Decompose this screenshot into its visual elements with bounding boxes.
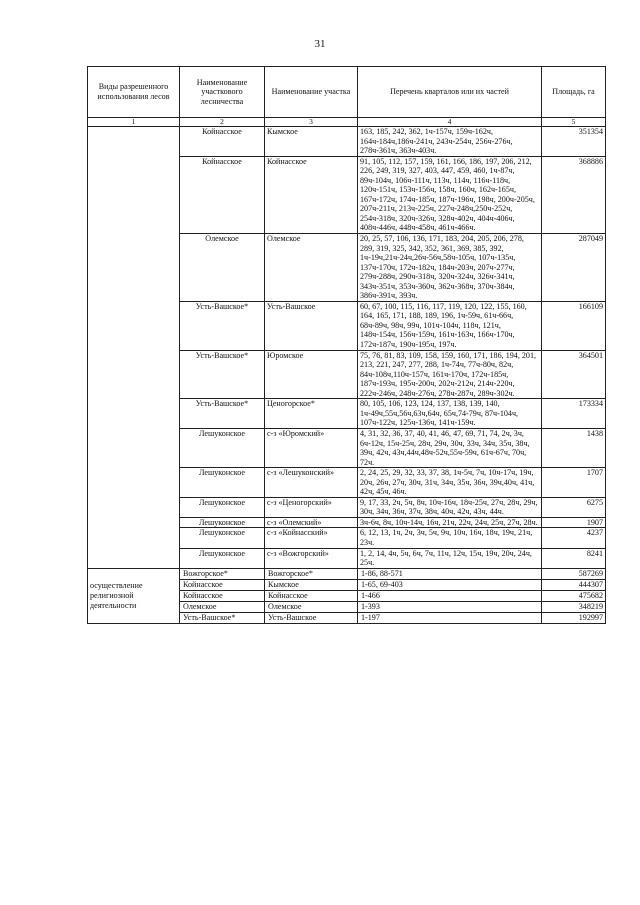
- site-cell: с-з «Ценогорский»: [265, 497, 358, 517]
- forestry-cell: Лешуконское: [180, 428, 265, 467]
- site-cell: Койнасское: [265, 590, 358, 601]
- quarters-cell: 1, 2, 14, 4ч, 5ч, 6ч, 7ч, 11ч, 12ч, 15ч, 19ч, 20ч, 24ч, 25ч.: [358, 548, 542, 568]
- site-cell: Вожгорское*: [265, 568, 358, 579]
- header-quarters: Перечень кварталов или их частей: [358, 67, 542, 118]
- column-number-row: [88, 118, 606, 127]
- forestry-cell: Усть-Вашское*: [180, 301, 265, 350]
- area-cell: 1438: [542, 428, 606, 467]
- quarters-cell: 75, 76, 81, 83, 109, 158, 159, 160, 171, 186, 194, 201, 213, 221, 247, 277, 288, 1ч-74ч, 77ч-80ч, 82ч, 84ч-108ч,110ч-157ч, 161ч-170ч, 172ч-185ч, 187ч-193ч, 195ч-200ч, 202ч-212ч, 214ч-220ч, 222ч-246ч, 248ч-276ч, 278ч-287ч, 289ч-302ч.: [358, 350, 542, 399]
- forestry-cell: Лешуконское: [180, 497, 265, 517]
- area-cell: 444307: [542, 579, 606, 590]
- site-cell: с-з «Вожгорский»: [265, 548, 358, 568]
- site-cell: Кымское: [265, 579, 358, 590]
- column-number: 3: [265, 118, 358, 127]
- quarters-cell: 1-466: [358, 590, 542, 601]
- area-cell: 1707: [542, 468, 606, 498]
- site-cell: Юромское: [265, 350, 358, 399]
- quarters-cell: 9, 17, 33, 2ч, 5ч, 8ч, 10ч-16ч, 18ч-25ч, 27ч, 28ч, 29ч, 30ч, 34ч, 36ч, 37ч, 38ч, 40ч, 42ч, 43ч, 44ч.: [358, 497, 542, 517]
- header-row: [88, 67, 606, 118]
- area-cell: 475682: [542, 590, 606, 601]
- area-cell: 6275: [542, 497, 606, 517]
- quarters-cell: 91, 105, 112, 157, 159, 161, 166, 186, 197, 206, 212, 226, 249, 319, 327, 403, 447, 459, 460, 1ч-87ч, 89ч-104ч, 106ч-111ч, 113ч, 114ч, 116ч-118ч, 120ч-151ч, 153ч-156ч, 158ч, 160ч, 162ч-165ч, 167ч-172ч, 174ч-185ч, 187ч-196ч, 198ч, 200ч-205ч, 207ч-211ч, 213ч-225ч, 227ч-248ч,250ч-252ч, 254ч-318ч, 320ч-326ч, 328ч-402ч, 404ч-406ч, 408ч-446ч, 448ч-458ч, 461ч-466ч.: [358, 156, 542, 233]
- area-cell: 8241: [542, 548, 606, 568]
- forestry-cell: Койнасское: [180, 127, 265, 157]
- quarters-cell: 1-197: [358, 612, 542, 623]
- area-cell: 368886: [542, 156, 606, 233]
- area-cell: 348219: [542, 601, 606, 612]
- forestry-cell: Олемское: [180, 601, 265, 612]
- quarters-cell: 1-65, 69-403: [358, 579, 542, 590]
- site-cell: Кымское: [265, 127, 358, 157]
- area-cell: 1907: [542, 517, 606, 528]
- quarters-cell: 1-393: [358, 601, 542, 612]
- area-cell: 364501: [542, 350, 606, 399]
- quarters-cell: 6, 12, 13, 1ч, 2ч, 3ч, 5ч, 9ч, 10ч, 16ч, 18ч, 19ч, 21ч, 23ч.: [358, 528, 542, 548]
- area-cell: 166109: [542, 301, 606, 350]
- use-type-cell-empty: [88, 127, 180, 569]
- forestry-cell: Олемское: [180, 234, 265, 302]
- quarters-cell: 60, 67, 100, 115, 116, 117, 119, 120, 122, 155, 160, 164, 165, 171, 188, 189, 196, 1ч-59ч, 61ч-66ч, 68ч-89ч, 98ч, 99ч, 101ч-104ч, 118ч, 121ч, 148ч-154ч, 156ч-159ч, 161ч-163ч, 166ч-170ч, 172ч-187ч, 190ч-195ч, 197ч.: [358, 301, 542, 350]
- forestry-cell: Лешуконское: [180, 528, 265, 548]
- quarters-cell: 1-86, 88-571: [358, 568, 542, 579]
- forestry-cell: Койнасское: [180, 579, 265, 590]
- use-type-cell: осуществление религиозной деятельности: [88, 568, 180, 623]
- header-forestry: Наименование участкового лесничества: [180, 67, 265, 118]
- forestry-cell: Койнасское: [180, 156, 265, 233]
- quarters-cell: 4, 31, 32, 36, 37, 40, 41, 46, 47, 69, 71, 74, 2ч, 3ч, 6ч-12ч, 15ч-25ч, 28ч, 29ч, 30ч, 33ч, 34ч, 35ч, 38ч, 39ч, 42ч, 43ч,44ч,48ч-52ч,55ч-59ч, 61ч-67ч, 70ч, 72ч.: [358, 428, 542, 467]
- site-cell: Олемское: [265, 601, 358, 612]
- header-area: Площадь, га: [542, 67, 606, 118]
- site-cell: Усть-Вашское: [265, 301, 358, 350]
- page-number: 31: [314, 38, 326, 50]
- column-number: 2: [180, 118, 265, 127]
- header-use-type: Виды разрешенного использования лесов: [88, 67, 180, 118]
- forest-use-table: [87, 66, 606, 624]
- site-cell: Ценогорское*: [265, 399, 358, 429]
- column-number: 5: [542, 118, 606, 127]
- header-site: Наименование участка: [265, 67, 358, 118]
- forestry-cell: Усть-Вашское*: [180, 612, 265, 623]
- forestry-cell: Лешуконское: [180, 517, 265, 528]
- column-number: 4: [358, 118, 542, 127]
- forestry-cell: Лешуконское: [180, 468, 265, 498]
- area-cell: 287049: [542, 234, 606, 302]
- area-cell: 4237: [542, 528, 606, 548]
- quarters-cell: 80, 105, 106, 123, 124, 137, 138, 139, 140, 1ч-49ч,55ч,56ч,63ч,64ч, 65ч,74-79ч, 87ч-104ч, 107ч-122ч, 125ч-136ч, 141ч-159ч.: [358, 399, 542, 429]
- forestry-cell: Вожгорское*: [180, 568, 265, 579]
- forestry-cell: Лешуконское: [180, 548, 265, 568]
- site-cell: Койнасское: [265, 156, 358, 233]
- site-cell: Олемское: [265, 234, 358, 302]
- forestry-cell: Усть-Вашское*: [180, 350, 265, 399]
- quarters-cell: 3ч-6ч, 8ч, 10ч-14ч, 16ч, 21ч, 22ч, 24ч, 25ч, 27ч, 28ч.: [358, 517, 542, 528]
- table-row: [88, 127, 606, 157]
- site-cell: Усть-Вашское: [265, 612, 358, 623]
- quarters-cell: 20, 25, 57, 106, 136, 171, 183, 204, 205, 206, 278, 289, 319, 325, 342, 352, 361, 369, 385, 392, 1ч-19ч,21ч-24ч,26ч-56ч,58ч-105ч, 107ч-135ч, 137ч-170ч, 172ч-182ч, 184ч-203ч, 207ч-277ч, 279ч-288ч, 290ч-318ч, 320ч-324ч, 326ч-341ч, 343ч-351ч, 353ч-360ч, 362ч-368ч, 370ч-384ч, 386ч-391ч, 393ч.: [358, 234, 542, 302]
- site-cell: с-з «Юромский»: [265, 428, 358, 467]
- area-cell: 351354: [542, 127, 606, 157]
- area-cell: 173334: [542, 399, 606, 429]
- area-cell: 587269: [542, 568, 606, 579]
- column-number: 1: [88, 118, 180, 127]
- area-cell: 192997: [542, 612, 606, 623]
- quarters-cell: 2, 24, 25, 29, 32, 33, 37, 38, 1ч-5ч, 7ч, 10ч-17ч, 19ч, 20ч, 26ч, 27ч, 30ч, 31ч, 34ч, 35ч, 36ч, 39ч,40ч, 41ч, 42ч, 45ч, 46ч.: [358, 468, 542, 498]
- site-cell: с-з «Олемский»: [265, 517, 358, 528]
- forestry-cell: Койнасское: [180, 590, 265, 601]
- table-row: [88, 568, 606, 579]
- site-cell: с-з «Койнасский»: [265, 528, 358, 548]
- site-cell: с-з «Лешуконский»: [265, 468, 358, 498]
- forestry-cell: Усть-Вашское*: [180, 399, 265, 429]
- quarters-cell: 163, 185, 242, 362, 1ч-157ч, 159ч-162ч, 164ч-184ч,186ч-241ч, 243ч-254ч, 256ч-276ч, 278ч-361ч, 363ч-403ч.: [358, 127, 542, 157]
